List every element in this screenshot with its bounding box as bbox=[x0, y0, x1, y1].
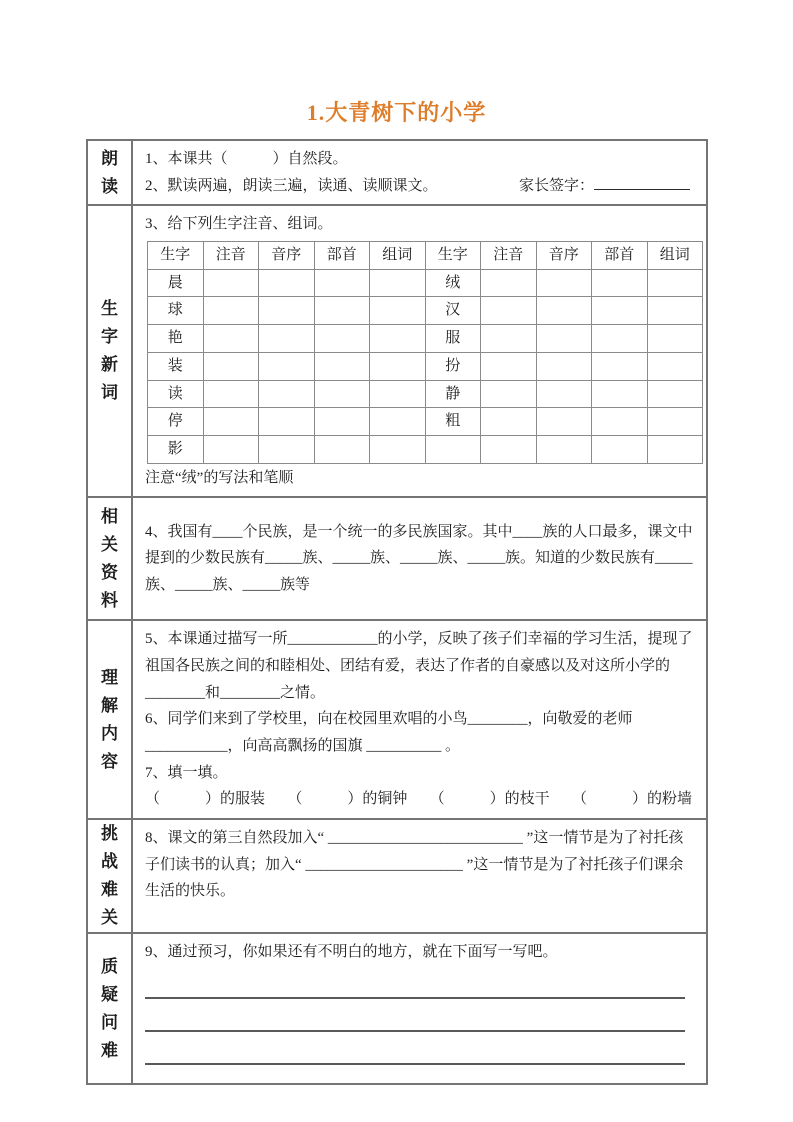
parent-signature bbox=[519, 173, 696, 200]
signature-blank-line bbox=[594, 175, 690, 190]
section-label-questions bbox=[88, 934, 133, 1083]
empty-fill-cell bbox=[314, 408, 370, 436]
question-6: 6、同学们来到了学校里，向在校园里欢唱的小鸟________，向敬爱的老师___________，向高高飘扬的国旗 __________ 。 bbox=[145, 711, 633, 754]
empty-fill-cell bbox=[536, 297, 592, 325]
empty-fill-cell bbox=[370, 408, 426, 436]
word-table-row bbox=[148, 352, 703, 380]
empty-fill-cell bbox=[370, 325, 426, 353]
section-reading bbox=[88, 141, 706, 206]
char-cell bbox=[425, 435, 481, 463]
empty-fill-cell bbox=[259, 269, 315, 297]
word-table-row bbox=[148, 408, 703, 436]
empty-fill-cell bbox=[259, 352, 315, 380]
fill-item-branch: （ ）的枝干 bbox=[429, 791, 550, 808]
char-cell: 汉 bbox=[425, 297, 481, 325]
char-cell: 粗 bbox=[425, 408, 481, 436]
word-table-header-cell: 组词 bbox=[370, 242, 426, 270]
section-words-content bbox=[133, 206, 713, 496]
question-9: 9、通过预习，你如果还有不明白的地方，就在下面写一写吧。 bbox=[145, 944, 558, 961]
empty-fill-cell bbox=[314, 435, 370, 463]
empty-fill-cell bbox=[536, 325, 592, 353]
section-comprehension-content bbox=[133, 621, 706, 818]
empty-fill-cell bbox=[647, 269, 703, 297]
section-comprehension bbox=[88, 621, 706, 820]
empty-fill-cell bbox=[203, 297, 259, 325]
empty-fill-cell bbox=[481, 297, 537, 325]
word-table-header-cell: 组词 bbox=[647, 242, 703, 270]
empty-fill-cell bbox=[536, 408, 592, 436]
answer-blank-line bbox=[145, 1032, 685, 1065]
word-table-header-row bbox=[148, 242, 703, 270]
empty-fill-cell bbox=[647, 435, 703, 463]
empty-fill-cell bbox=[647, 408, 703, 436]
section-questions bbox=[88, 934, 706, 1083]
char-cell: 球 bbox=[148, 297, 204, 325]
question-4: 4、我国有____个民族，是一个统一的多民族国家。其中____族的人口最多，课文中提到的少数民族有_____族、_____族、_____族、_____族。知道的少数民族有_____族、_____族、_____族等 bbox=[145, 523, 693, 594]
question-7: 7、填一填。 bbox=[145, 764, 228, 781]
char-cell: 装 bbox=[148, 352, 204, 380]
empty-fill-cell bbox=[481, 269, 537, 297]
word-table-header-cell: 音序 bbox=[259, 242, 315, 270]
section-materials-content bbox=[133, 498, 706, 619]
answer-blank-line bbox=[145, 999, 685, 1032]
section-label-text: 生字新词 bbox=[100, 299, 118, 403]
section-materials bbox=[88, 498, 706, 621]
empty-fill-cell bbox=[481, 380, 537, 408]
empty-fill-cell bbox=[314, 352, 370, 380]
empty-fill-cell bbox=[203, 408, 259, 436]
section-words bbox=[88, 206, 706, 498]
empty-fill-cell bbox=[259, 380, 315, 408]
word-table-header-cell: 音序 bbox=[536, 242, 592, 270]
section-label-reading bbox=[88, 141, 133, 204]
section-challenge-content bbox=[133, 820, 706, 932]
fill-item-bell: （ ）的铜钟 bbox=[287, 791, 408, 808]
empty-fill-cell bbox=[592, 435, 648, 463]
section-label-challenge bbox=[88, 820, 133, 932]
char-cell: 停 bbox=[148, 408, 204, 436]
empty-fill-cell bbox=[259, 297, 315, 325]
empty-fill-cell bbox=[647, 297, 703, 325]
empty-fill-cell bbox=[536, 435, 592, 463]
section-label-materials bbox=[88, 498, 133, 619]
parent-signature-label: 家长签字： bbox=[518, 177, 594, 194]
empty-fill-cell bbox=[647, 325, 703, 353]
empty-fill-cell bbox=[314, 325, 370, 353]
page-title: 1.大青树下的小学 bbox=[306, 100, 487, 125]
word-table-header-cell: 部首 bbox=[314, 242, 370, 270]
empty-fill-cell bbox=[592, 352, 648, 380]
section-label-text: 理解内容 bbox=[100, 667, 118, 771]
fill-item-wall: （ ）的粉墙 bbox=[571, 791, 692, 808]
empty-fill-cell bbox=[370, 269, 426, 297]
empty-fill-cell bbox=[259, 325, 315, 353]
stroke-note: 注意“绒”的写法和笔顺 bbox=[145, 469, 294, 486]
empty-fill-cell bbox=[592, 269, 648, 297]
char-cell: 艳 bbox=[148, 325, 204, 353]
word-table bbox=[147, 241, 703, 464]
empty-fill-cell bbox=[314, 297, 370, 325]
question-2: 2、默读两遍，朗读三遍，读通、读顺课文。 bbox=[145, 177, 438, 194]
empty-fill-cell bbox=[592, 380, 648, 408]
word-table-row bbox=[148, 269, 703, 297]
empty-fill-cell bbox=[592, 325, 648, 353]
section-label-words bbox=[88, 206, 133, 496]
char-cell: 静 bbox=[425, 380, 481, 408]
empty-fill-cell bbox=[370, 297, 426, 325]
empty-fill-cell bbox=[203, 435, 259, 463]
question-1: 1、本课共（ ）自然段。 bbox=[145, 151, 348, 167]
empty-fill-cell bbox=[647, 352, 703, 380]
section-label-comprehension bbox=[88, 621, 133, 818]
section-label-text: 质疑问难 bbox=[100, 956, 118, 1060]
word-table-row bbox=[148, 435, 703, 463]
word-table-body bbox=[148, 269, 703, 463]
empty-fill-cell bbox=[370, 435, 426, 463]
empty-fill-cell bbox=[592, 297, 648, 325]
empty-fill-cell bbox=[203, 380, 259, 408]
word-table-header-cell: 部首 bbox=[592, 242, 648, 270]
word-table-row bbox=[148, 325, 703, 353]
empty-fill-cell bbox=[203, 269, 259, 297]
empty-fill-cell bbox=[259, 408, 315, 436]
char-cell: 服 bbox=[425, 325, 481, 353]
question-2-row bbox=[145, 173, 696, 200]
section-questions-content bbox=[133, 934, 706, 1083]
fill-item-clothes: （ ）的服装 bbox=[145, 791, 266, 808]
empty-fill-cell bbox=[647, 380, 703, 408]
word-table-header-cell: 生字 bbox=[425, 242, 481, 270]
section-reading-content bbox=[133, 141, 706, 204]
question-7-fill-row bbox=[145, 786, 696, 813]
empty-fill-cell bbox=[370, 380, 426, 408]
char-cell: 影 bbox=[148, 435, 204, 463]
empty-fill-cell bbox=[314, 380, 370, 408]
empty-fill-cell bbox=[259, 435, 315, 463]
empty-fill-cell bbox=[370, 352, 426, 380]
empty-fill-cell bbox=[481, 435, 537, 463]
word-table-row bbox=[148, 297, 703, 325]
section-label-text: 相关资料 bbox=[100, 506, 118, 610]
word-table-header-cell: 注音 bbox=[203, 242, 259, 270]
answer-lines bbox=[145, 966, 696, 1065]
section-label-text: 挑战难关 bbox=[100, 824, 118, 928]
char-cell: 绒 bbox=[425, 269, 481, 297]
char-cell: 晨 bbox=[148, 269, 204, 297]
empty-fill-cell bbox=[203, 352, 259, 380]
char-cell: 读 bbox=[148, 380, 204, 408]
word-table-header-cell: 生字 bbox=[148, 242, 204, 270]
question-8: 8、课文的第三自然段加入“ __________________________ ”这一情节是为了衬托孩子们读书的认真；加入“ _____________________ ”这一情节是为了衬托孩子们课余生活的快乐。 bbox=[145, 830, 684, 900]
empty-fill-cell bbox=[481, 408, 537, 436]
worksheet-table bbox=[86, 139, 708, 1085]
char-cell: 扮 bbox=[425, 352, 481, 380]
empty-fill-cell bbox=[536, 352, 592, 380]
empty-fill-cell bbox=[481, 352, 537, 380]
question-5: 5、本课通过描写一所____________的小学，反映了孩子们幸福的学习生活，提现了祖国各民族之间的和睦相处、团结有爱，表达了作者的自豪感以及对这所小学的________和________之情。 bbox=[145, 631, 693, 701]
section-label-text: 朗读 bbox=[100, 148, 118, 196]
section-challenge bbox=[88, 820, 706, 934]
answer-blank-line bbox=[145, 966, 685, 999]
empty-fill-cell bbox=[481, 325, 537, 353]
word-table-row bbox=[148, 380, 703, 408]
empty-fill-cell bbox=[536, 269, 592, 297]
empty-fill-cell bbox=[592, 408, 648, 436]
empty-fill-cell bbox=[314, 269, 370, 297]
word-table-header-cell: 注音 bbox=[481, 242, 537, 270]
empty-fill-cell bbox=[536, 380, 592, 408]
question-3: 3、给下列生字注音、组词。 bbox=[145, 216, 333, 233]
empty-fill-cell bbox=[203, 325, 259, 353]
